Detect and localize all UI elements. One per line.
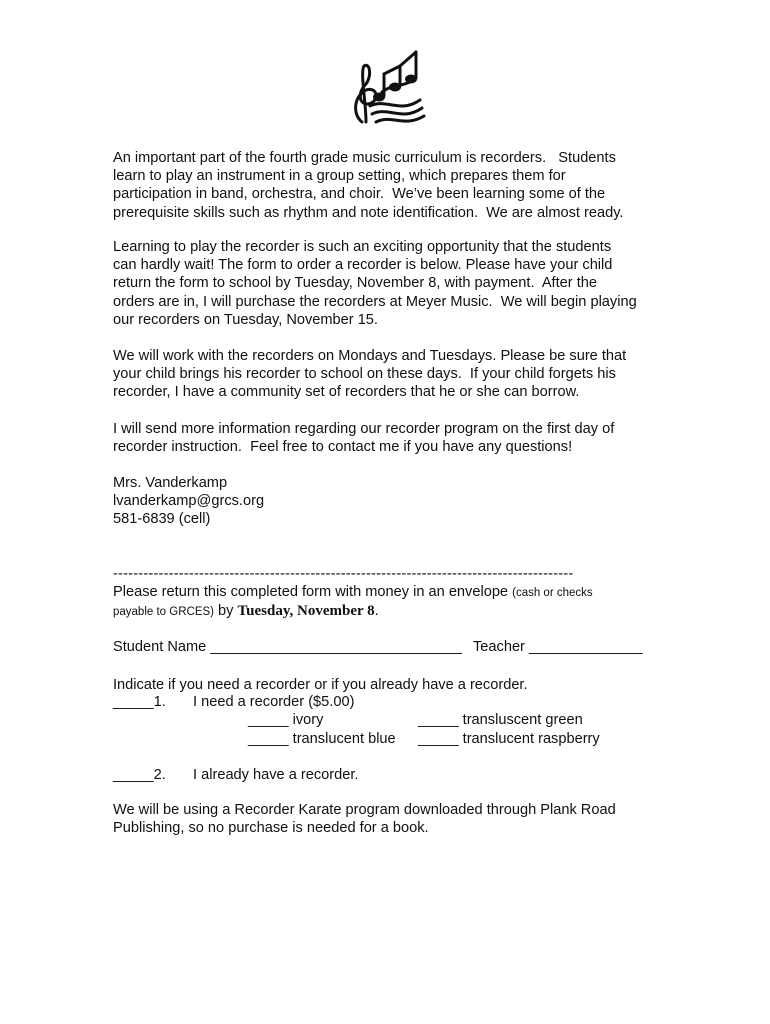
text-line: orders are in, I will purchase the recorders at Meyer Music. We will begin playing [113,293,637,310]
text-line: Learning to play the recorder is such an exciting opportunity that the students [113,239,612,255]
text-line: recorder instruction. Feel free to contact me if you have any questions! [113,439,573,456]
teacher-name: Mrs. Vanderkamp [113,475,228,491]
info-paragraph [113,420,673,456]
text-line: our recorders on Tuesday, November 15. [113,311,378,328]
return-end: . [374,603,379,619]
color-ivory[interactable]: _____ ivory [248,712,324,728]
teacher-field[interactable]: Teacher ______________ [473,639,643,655]
color-blue[interactable]: _____ translucent blue [248,731,396,747]
return-instructions [113,583,593,602]
order-paragraph [113,238,673,329]
return-by: by [214,603,238,619]
option2-blank[interactable]: _____2. [113,767,166,783]
signature-block [113,474,673,529]
option1-blank[interactable]: _____1. [113,694,166,710]
music-notes-icon [340,44,430,128]
text-line: We will work with the recorders on Mondays and Tuesdays. Please be sure that [113,348,627,364]
closing-paragraph [113,801,673,837]
teacher-email: lvanderkamp@grcs.org [113,493,265,510]
return-instructions-2 [113,602,379,621]
text-line: We will be using a Recorder Karate program downloaded through Plank Road [113,802,616,818]
text-line: can hardly wait! The form to order a recorder is below. Please have your child [113,257,613,274]
intro-paragraph [113,149,673,222]
option2-text: I already have a recorder. [193,767,359,783]
return-text: Please return this completed form with money in an envelope [113,584,513,600]
text-line: recorder, I have a community set of recorders that he or she can borrow. [113,384,580,401]
schedule-paragraph [113,347,673,402]
student-name-field[interactable]: Student Name _______________________________ [113,639,462,655]
return-date: Tuesday, November 8 [237,603,375,619]
text-line: participation in band, orchestra, and choir. We’ve been learning some of the [113,186,606,203]
cut-line: ------------------------------------------------------------------------------------------- [113,566,574,582]
text-line: Publishing, so no purchase is needed for a book. [113,820,429,837]
return-note: (cash or checks [512,587,593,599]
indicate-text: Indicate if you need a recorder or if you already have a recorder. [113,677,528,693]
text-line: I will send more information regarding our recorder program on the first day of [113,421,615,437]
color-green[interactable]: _____ transluscent green [418,712,583,728]
color-raspberry[interactable]: _____ translucent raspberry [418,731,600,747]
teacher-phone: 581-6839 (cell) [113,511,211,528]
option1-text: I need a recorder ($5.00) [193,694,355,710]
text-line: prerequisite skills such as rhythm and note identification. We are almost ready. [113,204,624,221]
text-line: An important part of the fourth grade music curriculum is recorders. Students [113,150,616,166]
text-line: return the form to school by Tuesday, November 8, with payment. After the [113,275,597,292]
text-line: your child brings his recorder to school on these days. If your child forgets his [113,366,616,383]
text-line: learn to play an instrument in a group setting, which prepares them for [113,168,566,185]
return-note-2: payable to GRCES) [113,606,214,618]
